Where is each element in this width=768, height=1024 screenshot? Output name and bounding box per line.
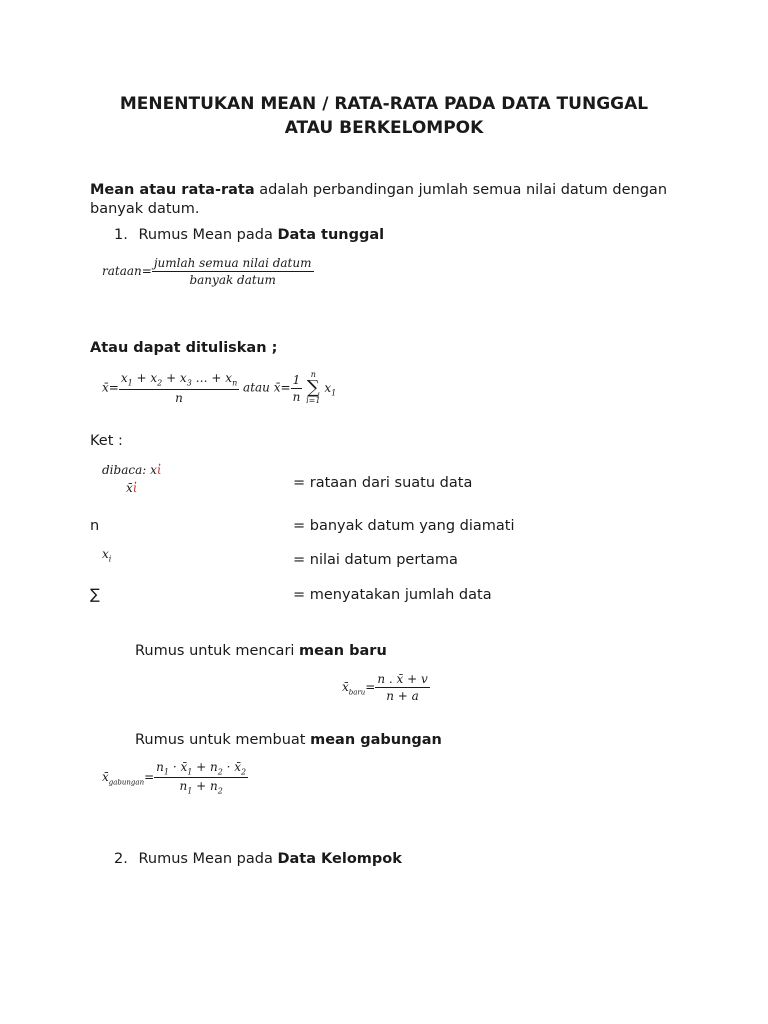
ket-symbol-line-1: dibaca: x xyxy=(102,463,157,477)
formula-lhs-2: x̄= xyxy=(273,380,291,395)
list-number: 1. xyxy=(114,227,128,243)
ket-symbol-sigma: ∑ xyxy=(90,587,100,603)
formula-denominator: n + a xyxy=(375,687,429,703)
intro-text-line-2: banyak datum. xyxy=(90,201,200,217)
ket-symbol-xi: $x_i$ xyxy=(102,547,112,564)
sigma-symbol xyxy=(306,370,320,406)
formula-numerator: jumlah semua nilai datum xyxy=(153,256,312,270)
ket-symbol-mean: dibaca: xἰ x̄ἰ xyxy=(102,463,162,495)
mean-gabungan-prefix: Rumus untuk membuat xyxy=(135,732,311,748)
sigma-upper: n xyxy=(310,370,316,379)
page-title xyxy=(0,92,768,140)
list-number: 2. xyxy=(114,851,128,867)
formula-numerator: $n_1$ · $x̄_1 + n_2$ · $x̄_2$ xyxy=(156,760,247,777)
atau-heading: Atau dapat dituliskan ; xyxy=(90,340,278,356)
formula-lhs: rataan= xyxy=(102,264,152,278)
formula-denominator: $n_1 + n_2$ xyxy=(154,777,248,795)
ket-desc-3: = nilai datum pertama xyxy=(293,552,458,568)
ket-label: Ket : xyxy=(90,433,123,449)
sigma-lower: i=1 xyxy=(306,396,321,405)
formula-denominator: n xyxy=(119,389,239,405)
formula-numerator: n . x̄ + v xyxy=(377,672,428,686)
sigma-term: $x_1$ xyxy=(324,380,337,397)
intro-text: adalah perbandingan jumlah semua nilai datum dengan xyxy=(254,182,668,198)
formula-mean xyxy=(102,370,336,406)
ket-desc-1: = rataan dari suatu data xyxy=(293,475,473,491)
intro-paragraph xyxy=(90,181,667,219)
formula-lhs: $x̄_{gabungan}=$ xyxy=(102,770,155,787)
formula-denominator: banyak datum xyxy=(152,271,314,287)
mean-baru-prefix: Rumus untuk mencari xyxy=(135,643,300,659)
mean-baru-bold: mean baru xyxy=(299,643,387,659)
formula-numerator: $x_1 + x_2 + x_3$ … + $x_n$ xyxy=(120,371,238,388)
mean-gabungan-heading xyxy=(135,732,442,748)
formula-lhs: x̄= xyxy=(102,380,119,395)
fraction-one: 1 xyxy=(292,372,301,387)
formula-mean-gabungan xyxy=(102,760,248,796)
sigma-glyph: ∑ xyxy=(306,377,320,398)
title-line-1: MENENTUKAN MEAN / RATA-RATA PADA DATA TUNGGAL xyxy=(119,94,649,114)
ket-symbol-line-2: x̄ xyxy=(126,481,133,495)
mean-baru-heading xyxy=(135,643,387,659)
list-item-bold: Data Kelompok xyxy=(277,851,402,867)
title-line-2: ATAU BERKELOMPOK xyxy=(284,118,484,138)
list-item-prefix: Rumus Mean pada xyxy=(138,227,278,243)
formula-rataan xyxy=(102,256,314,287)
list-item-2 xyxy=(114,851,402,867)
list-item-prefix: Rumus Mean pada xyxy=(138,851,278,867)
atau-word: atau xyxy=(243,380,270,395)
formula-mean-baru xyxy=(342,672,430,703)
list-item-bold: Data tunggal xyxy=(277,227,385,243)
ket-desc-4: = menyatakan jumlah data xyxy=(293,587,492,603)
intro-bold-term: Mean atau rata-rata xyxy=(90,182,255,198)
list-item-1 xyxy=(114,227,384,243)
ket-desc-2: = banyak datum yang diamati xyxy=(293,518,515,534)
mean-gabungan-bold: mean gabungan xyxy=(310,732,442,748)
ket-symbol-n: n xyxy=(90,518,100,534)
fraction-n: n xyxy=(292,389,301,404)
formula-lhs: $x̄_{baru}=$ xyxy=(342,680,376,697)
